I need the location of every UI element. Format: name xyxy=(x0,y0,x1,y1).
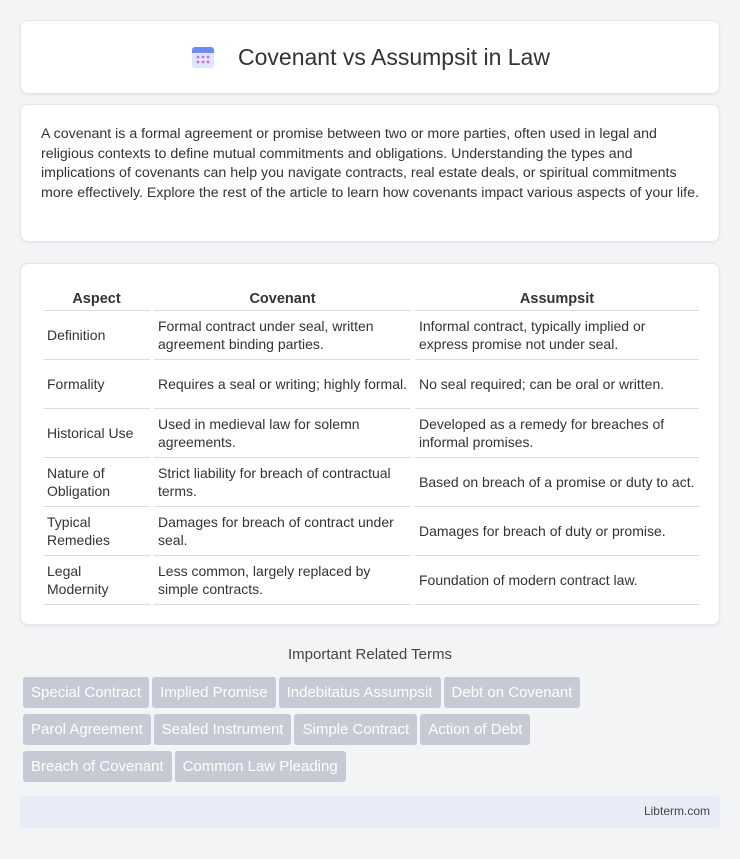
table-row xyxy=(43,311,699,360)
related-terms-list xyxy=(23,677,723,788)
related-term-tag[interactable]: Simple Contract xyxy=(294,714,417,745)
related-term-tag[interactable]: Sealed Instrument xyxy=(154,714,292,745)
cell-covenant: Less common, largely replaced by simple contracts. xyxy=(154,556,411,605)
title-card xyxy=(20,20,720,94)
table-header-row xyxy=(43,284,699,311)
cell-covenant: Damages for breach of contract under seal. xyxy=(154,507,411,556)
table-row xyxy=(43,409,699,458)
related-term-tag[interactable]: Indebitatus Assumpsit xyxy=(279,677,441,708)
calendar-icon xyxy=(190,44,216,70)
header-aspect: Aspect xyxy=(43,284,150,311)
table-row xyxy=(43,556,699,605)
related-term-tag[interactable]: Implied Promise xyxy=(152,677,276,708)
related-term-tag[interactable]: Action of Debt xyxy=(420,714,530,745)
header-assumpsit: Assumpsit xyxy=(415,284,699,311)
related-term-tag[interactable]: Parol Agreement xyxy=(23,714,151,745)
cell-aspect: Formality xyxy=(43,360,150,409)
cell-aspect: Nature of Obligation xyxy=(43,458,150,507)
cell-covenant: Requires a seal or writing; highly formal. xyxy=(154,360,411,409)
cell-aspect: Definition xyxy=(43,311,150,360)
table-row xyxy=(43,458,699,507)
cell-assumpsit: Based on breach of a promise or duty to act. xyxy=(415,458,699,507)
related-term-tag[interactable]: Debt on Covenant xyxy=(444,677,581,708)
cell-assumpsit: Developed as a remedy for breaches of informal promises. xyxy=(415,409,699,458)
cell-covenant: Strict liability for breach of contractual terms. xyxy=(154,458,411,507)
cell-aspect: Typical Remedies xyxy=(43,507,150,556)
cell-assumpsit: No seal required; can be oral or written. xyxy=(415,360,699,409)
comparison-table xyxy=(39,284,703,605)
related-terms-heading: Important Related Terms xyxy=(288,646,452,663)
related-term-tag[interactable]: Special Contract xyxy=(23,677,149,708)
intro-paragraph: A covenant is a formal agreement or promise between two or more parties, often used in legal and religious contexts to define mutual commitments and obligations. Understanding the types and implications of covenants can help you navigate contracts, real estate deals, or spiritual commitments more effectively. Explore the rest of the article to learn how covenants impact various aspects of your life. xyxy=(41,126,699,201)
header-covenant: Covenant xyxy=(154,284,411,311)
page-title: Covenant vs Assumpsit in Law xyxy=(238,43,550,70)
cell-aspect: Legal Modernity xyxy=(43,556,150,605)
cell-assumpsit: Damages for breach of duty or promise. xyxy=(415,507,699,556)
footer xyxy=(20,796,720,828)
table-row xyxy=(43,507,699,556)
table-row xyxy=(43,360,699,409)
cell-covenant: Formal contract under seal, written agreement binding parties. xyxy=(154,311,411,360)
cell-assumpsit: Foundation of modern contract law. xyxy=(415,556,699,605)
intro-card xyxy=(20,104,720,242)
related-term-tag[interactable]: Breach of Covenant xyxy=(23,751,172,782)
cell-aspect: Historical Use xyxy=(43,409,150,458)
cell-assumpsit: Informal contract, typically implied or express promise not under seal. xyxy=(415,311,699,360)
site-link[interactable]: Libterm.com xyxy=(643,804,710,818)
cell-covenant: Used in medieval law for solemn agreements. xyxy=(154,409,411,458)
related-term-tag[interactable]: Common Law Pleading xyxy=(175,751,346,782)
comparison-card xyxy=(20,263,720,625)
